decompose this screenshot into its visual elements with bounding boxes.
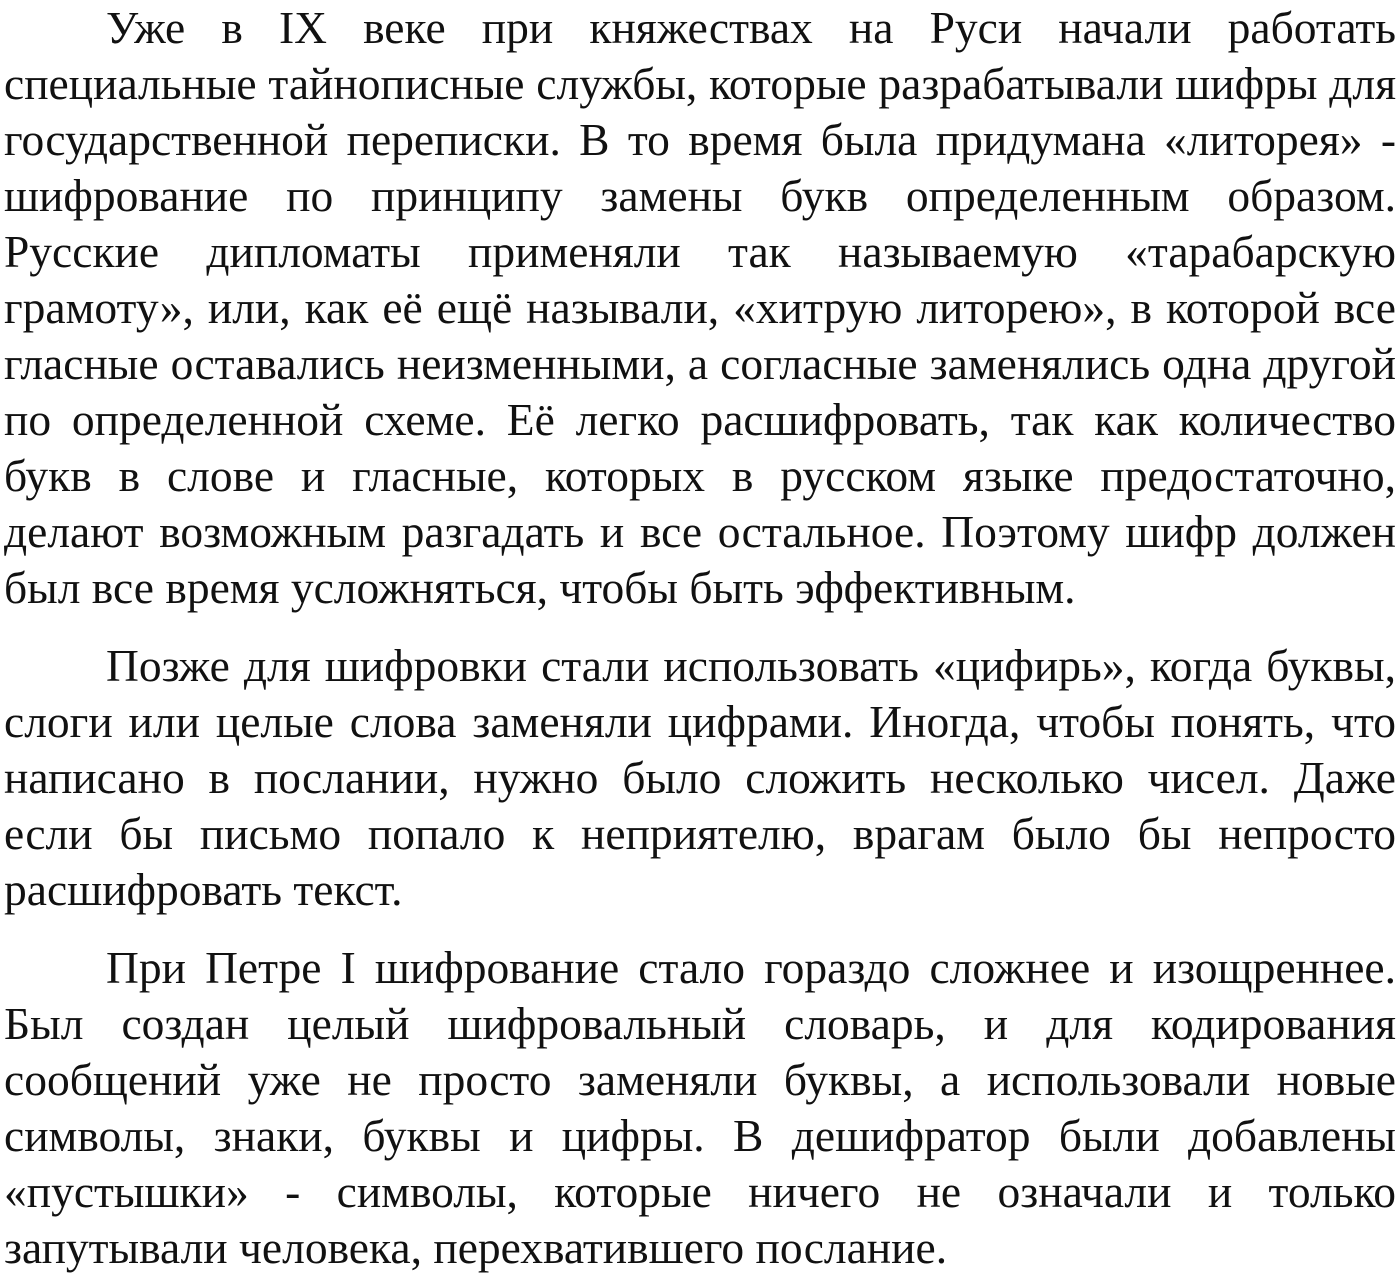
- paragraph-peter-i: При Петре I шифрование стало гораздо сложнее и изощреннее. Был создан целый шифровальный словарь, и для кодирования сообщений уже не просто заменяли буквы, а использовали новые символы, знаки, буквы и цифры. В дешифратор были добавлены «пустышки» - символы, которые ничего не означали и только запутывали человека, перехватившего послание.: [4, 942, 1396, 1273]
- paragraph-tsifir: Позже для шифровки стали использовать «цифирь», когда буквы, слоги или целые слова заменяли цифрами. Иногда, чтобы понять, что написано в послании, нужно было сложить несколько чисел. Даже если бы письмо попало к неприятелю, врагам было бы непросто расшифровать текст.: [4, 640, 1396, 915]
- document-page: [4, 0, 1396, 1276]
- paragraph-litoreya: Уже в IX веке при княжествах на Руси начали работать специальные тайнописные службы, которые разрабатывали шифры для государственной переписки. В то время была придумана «литорея» - шифрование по принципу замены букв определенным образом. Русские дипломаты применяли так называемую «тарабарскую грамоту», или, как её ещё называли, «хитрую литорею», в которой все гласные оставались неизменными, а согласные заменялись одна другой по определенной схеме. Её легко расшифровать, так как количество букв в слове и гласные, которых в русском языке предостаточно, делают возможным разгадать и все остальное. Поэтому шифр должен был все время усложняться, чтобы быть эффективным.: [4, 2, 1396, 613]
